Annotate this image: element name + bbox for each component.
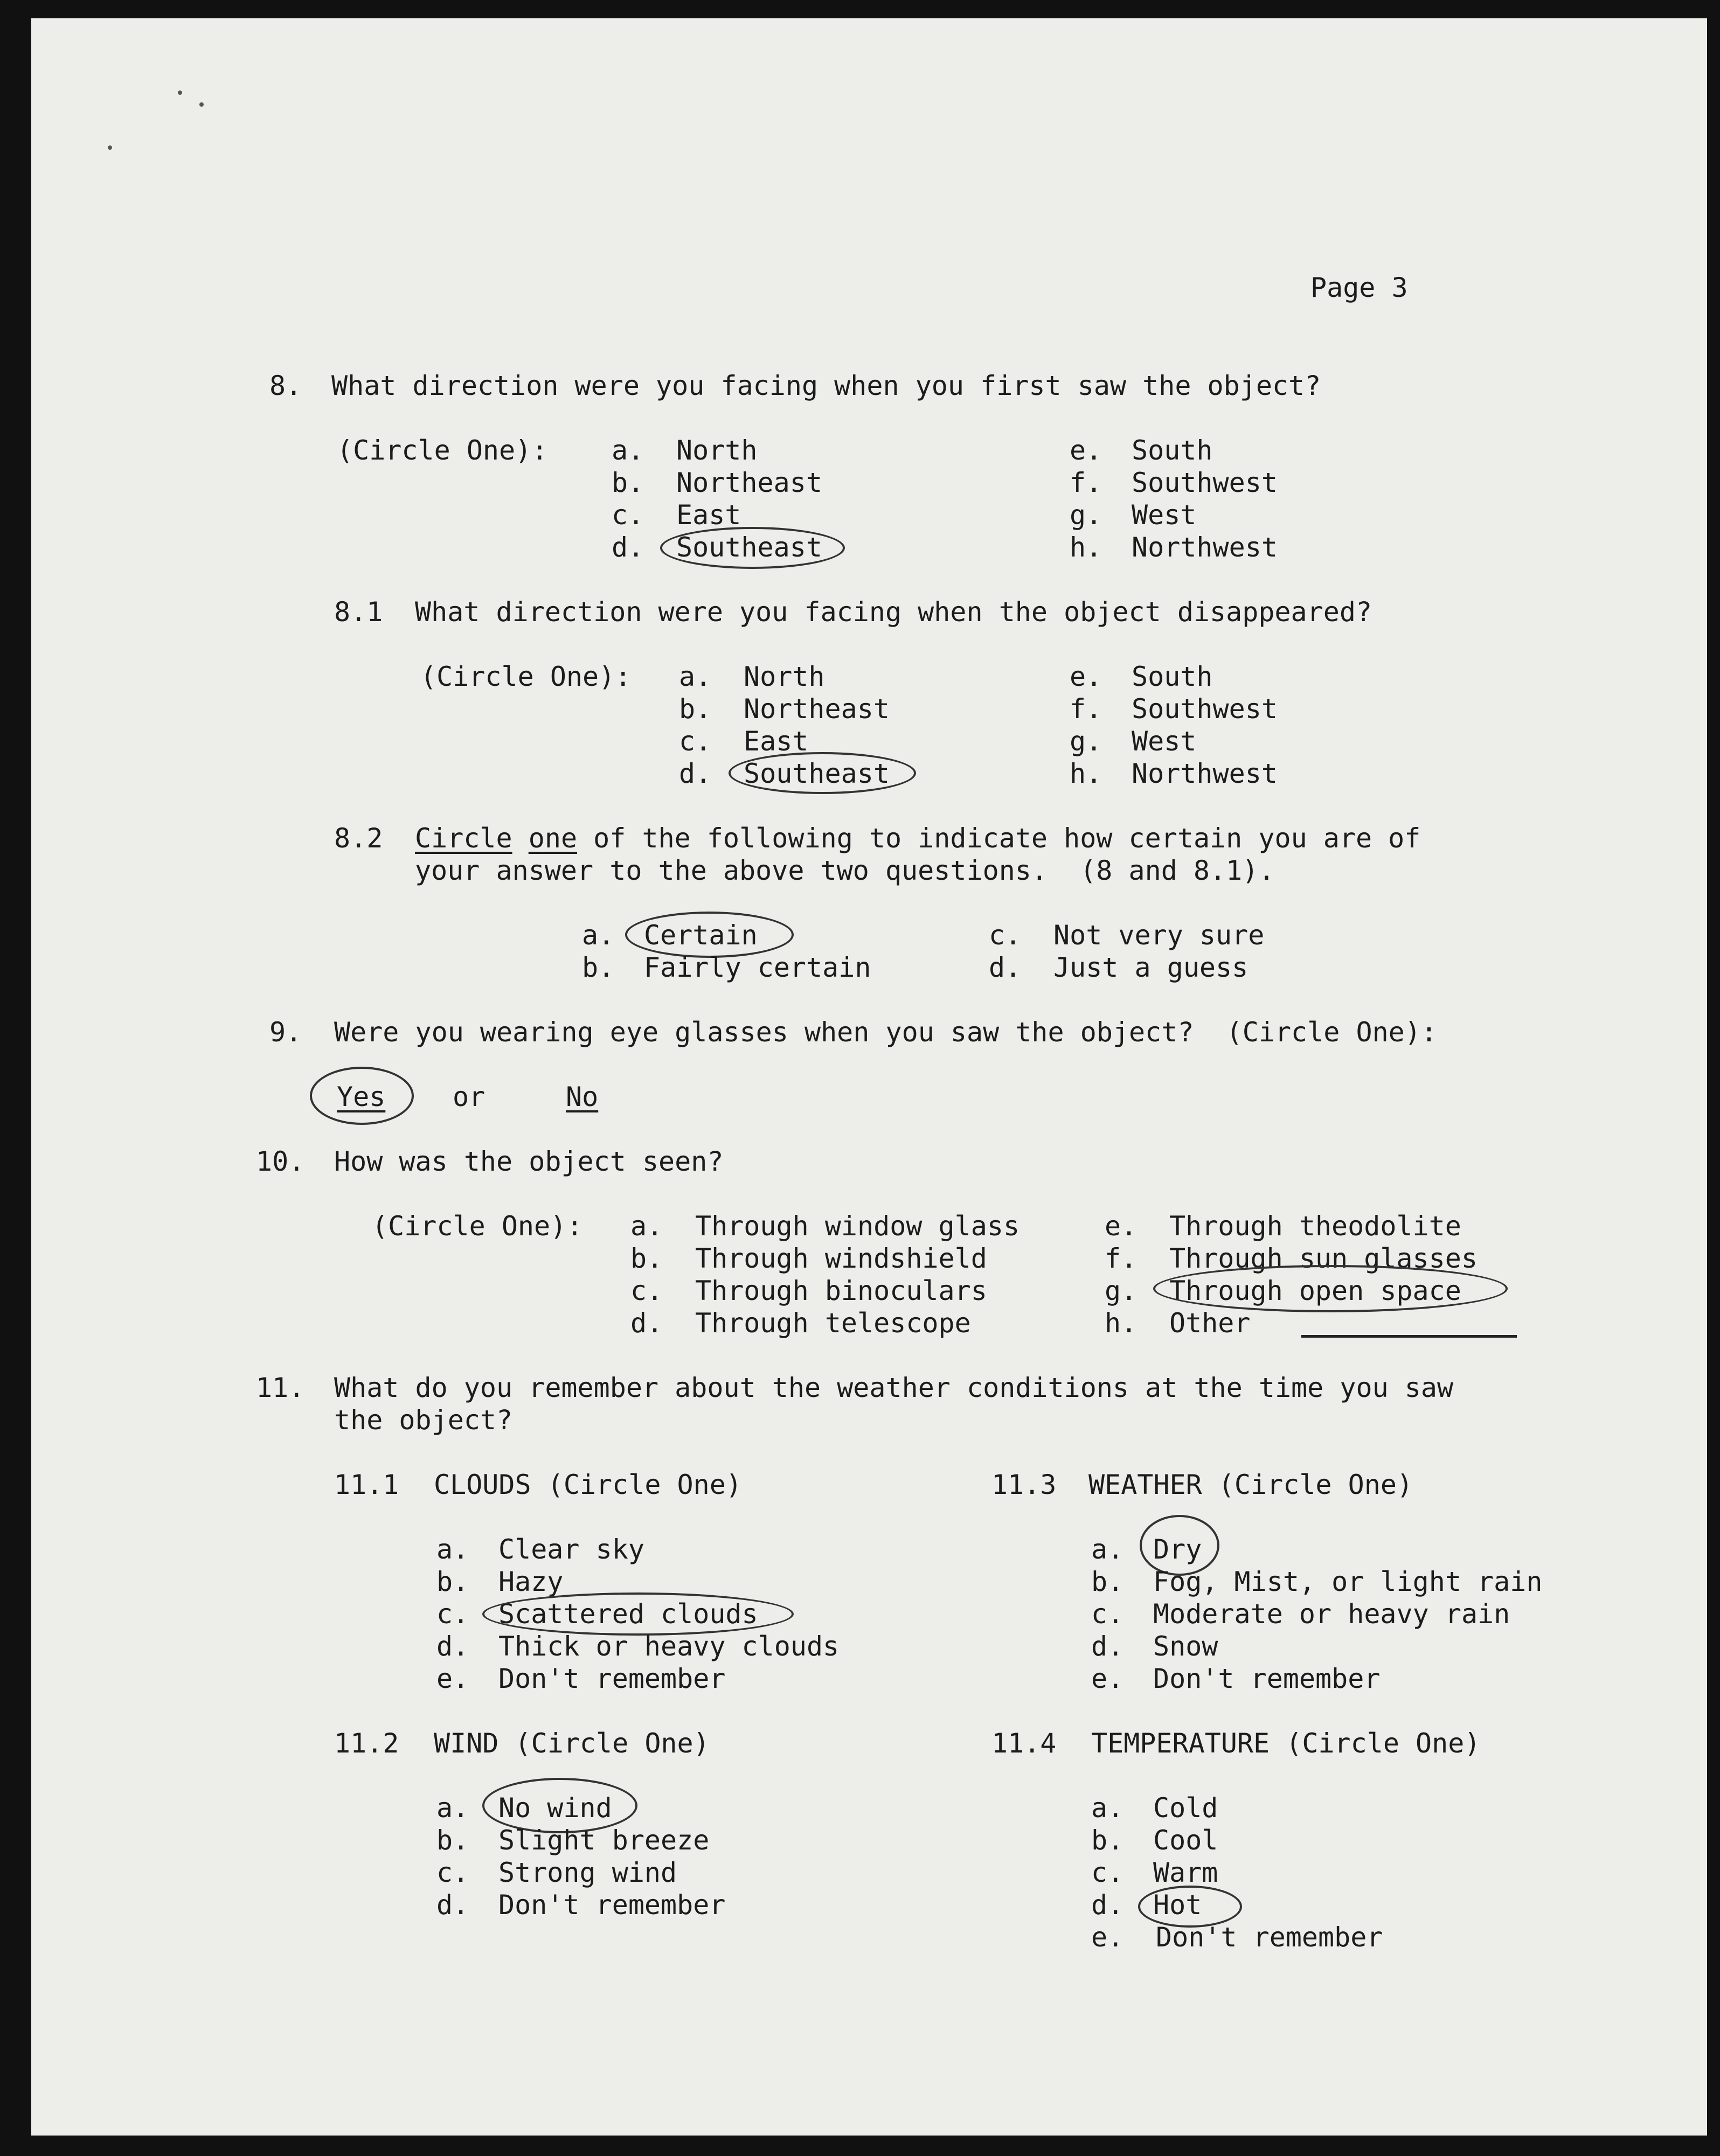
q8-1-option-a-letter: a.	[679, 661, 712, 692]
q11-4-number: 11.4	[991, 1728, 1057, 1759]
q11-1-option-a[interactable]: Clear sky	[498, 1534, 644, 1565]
q10-option-h-letter: h.	[1105, 1307, 1138, 1339]
q11-2-option-c-letter: c.	[436, 1857, 469, 1888]
q11-1-title: CLOUDS (Circle One)	[434, 1469, 742, 1500]
q11-3-option-c[interactable]: Moderate or heavy rain	[1153, 1598, 1510, 1630]
question-8-1-instruction: (Circle One):	[420, 661, 632, 692]
q11-3-number: 11.3	[991, 1469, 1057, 1500]
q8-1-option-d-letter: d.	[679, 758, 712, 789]
q8-option-a[interactable]: North	[676, 435, 758, 466]
q10-option-d[interactable]: Through telescope	[695, 1307, 971, 1339]
q11-4-option-a[interactable]: Cold	[1153, 1792, 1218, 1824]
q8-option-d[interactable]: Southeast	[676, 532, 822, 563]
q8-2-option-b-letter: b.	[582, 952, 615, 983]
question-11-text-line2: the object?	[334, 1404, 513, 1436]
q8-option-e[interactable]: South	[1132, 435, 1213, 466]
q10-option-b-letter: b.	[630, 1243, 663, 1274]
q11-2-option-a[interactable]: No wind	[498, 1792, 612, 1824]
q11-4-option-b-letter: b.	[1091, 1825, 1124, 1856]
question-11-text-line1: What do you remember about the weather conditions at the time you saw	[334, 1372, 1454, 1403]
q8-option-f-letter: f.	[1070, 467, 1102, 498]
q11-4-option-b[interactable]: Cool	[1153, 1825, 1218, 1856]
q8-1-option-a[interactable]: North	[744, 661, 825, 692]
q11-1-option-b-letter: b.	[436, 1566, 469, 1597]
question-10-number: 10.	[256, 1146, 305, 1177]
q10-option-d-letter: d.	[630, 1307, 663, 1339]
q11-1-option-a-letter: a.	[436, 1534, 469, 1565]
page-label: Page 3	[1310, 272, 1408, 303]
q8-1-option-h[interactable]: Northwest	[1132, 758, 1278, 789]
q11-3-option-c-letter: c.	[1091, 1598, 1124, 1630]
q11-4-option-d[interactable]: Hot	[1153, 1889, 1202, 1921]
q8-2-option-a-letter: a.	[582, 920, 615, 951]
q10-option-f[interactable]: Through sun glasses	[1169, 1243, 1478, 1274]
q8-option-f[interactable]: Southwest	[1132, 467, 1278, 498]
q10-option-e-letter: e.	[1105, 1211, 1138, 1242]
circle-word: Circle	[415, 823, 512, 854]
question-9-text: Were you wearing eye glasses when you saw the object? (Circle One):	[334, 1017, 1437, 1048]
q8-2-option-d-letter: d.	[989, 952, 1022, 983]
q11-2-option-b-letter: b.	[436, 1825, 469, 1856]
q11-4-option-e[interactable]: Don't remember	[1156, 1922, 1383, 1953]
q10-option-e[interactable]: Through theodolite	[1169, 1211, 1461, 1242]
q8-option-b-letter: b.	[612, 467, 644, 498]
q8-option-b[interactable]: Northeast	[676, 467, 822, 498]
q8-2-option-a[interactable]: Certain	[644, 920, 758, 951]
q8-1-option-f[interactable]: Southwest	[1132, 693, 1278, 725]
question-8-instruction: (Circle One):	[337, 435, 548, 466]
q9-or: or	[453, 1081, 486, 1112]
q8-2-option-d[interactable]: Just a guess	[1053, 952, 1249, 983]
q11-1-option-e[interactable]: Don't remember	[498, 1663, 726, 1694]
q11-2-option-a-letter: a.	[436, 1792, 469, 1824]
question-9-number: 9.	[269, 1017, 302, 1048]
q11-4-option-c-letter: c.	[1091, 1857, 1124, 1888]
q11-4-option-c[interactable]: Warm	[1153, 1857, 1218, 1888]
question-8-2-number: 8.2	[334, 823, 383, 854]
q8-1-option-b[interactable]: Northeast	[744, 693, 890, 725]
q11-1-number: 11.1	[334, 1469, 399, 1500]
q10-option-g[interactable]: Through open space	[1169, 1275, 1461, 1306]
form-page	[31, 18, 1707, 2136]
q10-option-g-letter: g.	[1105, 1275, 1138, 1306]
q11-2-option-b[interactable]: Slight breeze	[498, 1825, 710, 1856]
q8-option-g-letter: g.	[1070, 499, 1102, 531]
q8-option-c[interactable]: East	[676, 499, 741, 531]
q11-3-title: WEATHER (Circle One)	[1088, 1469, 1413, 1500]
question-8-2-text-line2: your answer to the above two questions. (8 and 8.1).	[415, 855, 1275, 886]
q11-3-option-d[interactable]: Snow	[1153, 1631, 1218, 1662]
question-8-text: What direction were you facing when you first saw the object?	[331, 370, 1321, 401]
q11-4-title: TEMPERATURE (Circle One)	[1091, 1728, 1481, 1759]
question-10-text: How was the object seen?	[334, 1146, 724, 1177]
q11-3-option-b[interactable]: Fog, Mist, or light rain	[1153, 1566, 1543, 1597]
q11-4-option-d-letter: d.	[1091, 1889, 1124, 1921]
q8-1-option-c-letter: c.	[679, 726, 712, 757]
q8-2-option-c[interactable]: Not very sure	[1053, 920, 1265, 951]
q11-1-option-d[interactable]: Thick or heavy clouds	[498, 1631, 840, 1662]
q8-option-h[interactable]: Northwest	[1132, 532, 1278, 563]
q10-option-c[interactable]: Through binoculars	[695, 1275, 987, 1306]
q11-1-option-e-letter: e.	[436, 1663, 469, 1694]
q8-1-option-g[interactable]: West	[1132, 726, 1197, 757]
q11-2-option-d[interactable]: Don't remember	[498, 1889, 726, 1921]
q8-option-e-letter: e.	[1070, 435, 1102, 466]
q10-other-blank-line[interactable]	[1301, 1335, 1517, 1338]
q8-1-option-e[interactable]: South	[1132, 661, 1213, 692]
q11-3-option-a-letter: a.	[1091, 1534, 1124, 1565]
q8-option-h-letter: h.	[1070, 532, 1102, 563]
question-8-1-text: What direction were you facing when the object disappeared?	[415, 596, 1372, 628]
q9-option-no[interactable]: No	[566, 1081, 599, 1112]
q11-2-number: 11.2	[334, 1728, 399, 1759]
q10-option-a[interactable]: Through window glass	[695, 1211, 1020, 1242]
question-10-instruction: (Circle One):	[372, 1211, 583, 1242]
q11-4-option-a-letter: a.	[1091, 1792, 1124, 1824]
q11-3-option-b-letter: b.	[1091, 1566, 1124, 1597]
q8-1-option-h-letter: h.	[1070, 758, 1102, 789]
question-8-2-text-rest: of the following to indicate how certain you are of	[593, 823, 1421, 854]
q11-1-option-c[interactable]: Scattered clouds	[498, 1598, 758, 1630]
q11-2-option-c[interactable]: Strong wind	[498, 1857, 677, 1888]
q11-2-option-d-letter: d.	[436, 1889, 469, 1921]
q11-4-option-e-letter: e.	[1091, 1922, 1124, 1953]
q8-1-option-b-letter: b.	[679, 693, 712, 725]
question-8-1-number: 8.1	[334, 596, 383, 628]
q9-option-yes[interactable]: Yes	[337, 1081, 386, 1112]
question-8-2-text-line1	[415, 822, 1420, 854]
q8-option-a-letter: a.	[612, 435, 644, 466]
q8-2-option-b[interactable]: Fairly certain	[644, 952, 871, 983]
q10-option-f-letter: f.	[1105, 1243, 1138, 1274]
paper-speck	[108, 145, 112, 150]
q10-option-a-letter: a.	[630, 1211, 663, 1242]
q8-option-c-letter: c.	[612, 499, 644, 531]
q8-1-option-d[interactable]: Southeast	[744, 758, 890, 789]
q11-1-option-c-letter: c.	[436, 1598, 469, 1630]
q11-2-title: WIND (Circle One)	[434, 1728, 710, 1759]
q11-1-option-d-letter: d.	[436, 1631, 469, 1662]
question-8-number: 8.	[269, 370, 302, 401]
q8-option-d-letter: d.	[612, 532, 644, 563]
q10-option-c-letter: c.	[630, 1275, 663, 1306]
q11-3-option-a[interactable]: Dry	[1153, 1534, 1202, 1565]
q8-1-option-f-letter: f.	[1070, 693, 1102, 725]
q11-3-option-e-letter: e.	[1091, 1663, 1124, 1694]
q8-1-option-e-letter: e.	[1070, 661, 1102, 692]
question-11-number: 11.	[256, 1372, 305, 1403]
q10-option-b[interactable]: Through windshield	[695, 1243, 987, 1274]
q11-3-option-d-letter: d.	[1091, 1631, 1124, 1662]
paper-speck	[199, 102, 204, 107]
one-word: one	[528, 823, 578, 854]
q8-2-option-c-letter: c.	[989, 920, 1022, 951]
q10-option-h[interactable]: Other	[1169, 1307, 1251, 1339]
q8-1-option-g-letter: g.	[1070, 726, 1102, 757]
paper-speck	[178, 91, 182, 95]
q11-1-option-b[interactable]: Hazy	[498, 1566, 564, 1597]
q8-1-option-c[interactable]: East	[744, 726, 809, 757]
q11-3-option-e[interactable]: Don't remember	[1153, 1663, 1381, 1694]
q8-option-g[interactable]: West	[1132, 499, 1197, 531]
